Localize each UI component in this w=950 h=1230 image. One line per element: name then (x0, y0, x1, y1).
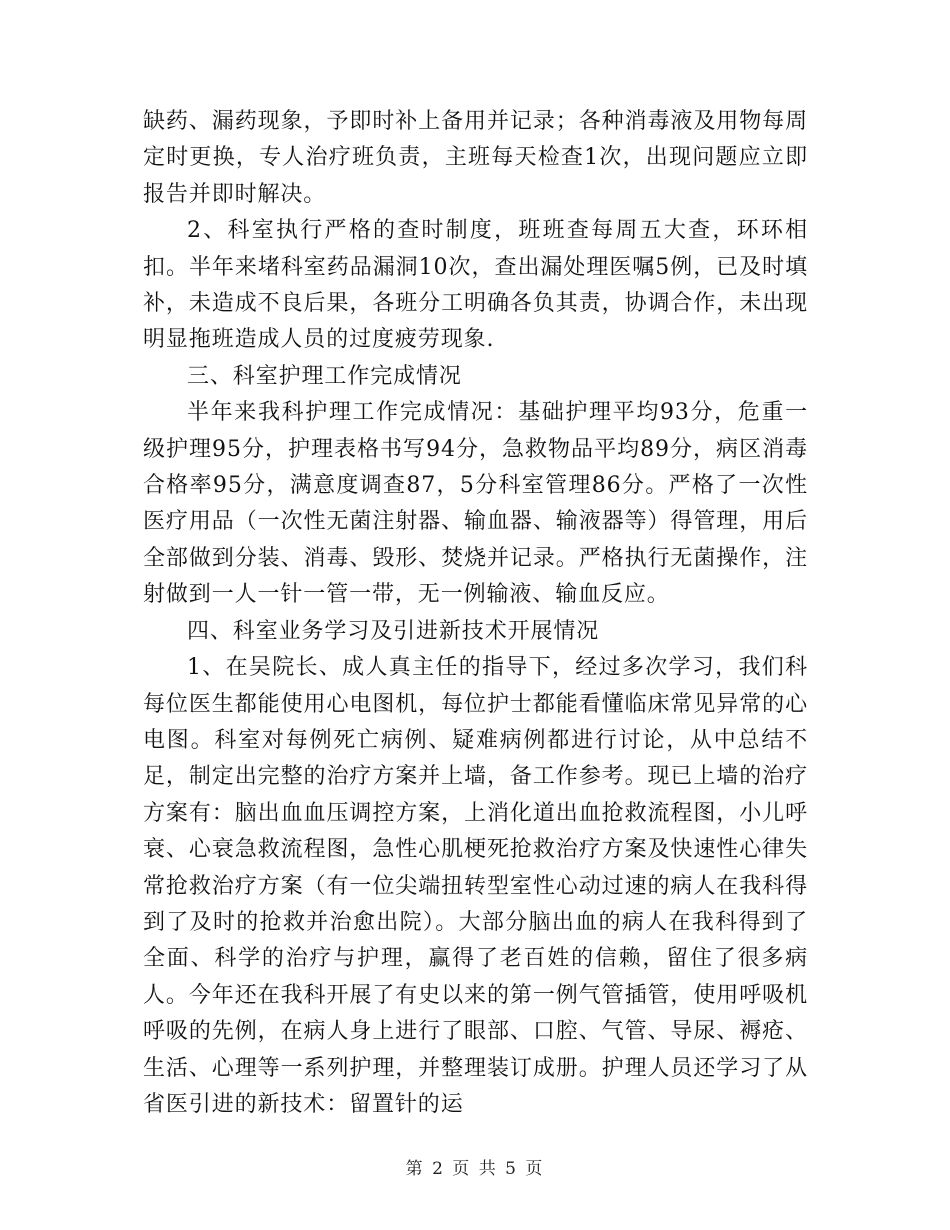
paragraph-study-details: 1、在吴院长、成人真主任的指导下，经过多次学习，我们科每位医生都能使用心电图机，每位护士都能看懂临床常见异常的心电图。科室对每例死亡病例、疑难病例都进行讨论，从中总结不足，制定出完整的治疗方案并上墙，备工作参考。现已上墙的治疗方案有：脑出血血压调控方案，上消化道出血抢救流程图，小儿呼衰、心衰急救流程图，急性心肌梗死抢救治疗方案及快速性心律失常抢救治疗方案（有一位尖端扭转型室性心动过速的病人在我科得到了及时的抢救并治愈出院）。大部分脑出血的病人在我科得到了全面、科学的治疗与护理，赢得了老百姓的信赖，留住了很多病人。今年还在我科开展了有史以来的第一例气管插管，使用呼吸机呼吸的先例，在病人身上进行了眼部、口腔、气管、导尿、褥疮、生活、心理等一系列护理，并整理装订成册。护理人员还学习了从省医引进的新技术：留置针的运 (143, 655, 808, 1117)
section-heading-nursing-work: 三、科室护理工作完成情况 (187, 363, 462, 389)
document-body (143, 104, 808, 1123)
paragraph-nursing-results: 半年来我科护理工作完成情况：基础护理平均93分，危重一级护理95分，护理表格书写94分，急救物品平均89分，病区消毒合格率95分，满意度调查87，5分科室管理86分。严格了一次性医疗用品（一次性无菌注射器、输血器、输液器等）得管理，用后全部做到分装、消毒、毁形、焚烧并记录。严格执行无菌操作，注射做到一人一针一管一带，无一例输液、输血反应。 (143, 400, 808, 608)
page-number-footer: 第 2 页 共 5 页 (405, 1159, 545, 1179)
paragraph-inspection-system: 2、科室执行严格的查时制度，班班查每周五大查，环环相扣。半年来堵科室药品漏洞10次，查出漏处理医嘱5例，已及时填补，未造成不良后果，各班分工明确各负其责，协调合作，未出现明显拖班造成人员的过度疲劳现象. (143, 218, 808, 353)
paragraph-continuation: 缺药、漏药现象，予即时补上备用并记录；各种消毒液及用物每周定时更换，专人治疗班负责，主班每天检查1次，出现问题应立即报告并即时解决。 (143, 109, 808, 207)
section-heading-study-technology: 四、科室业务学习及引进新技术开展情况 (187, 618, 600, 644)
